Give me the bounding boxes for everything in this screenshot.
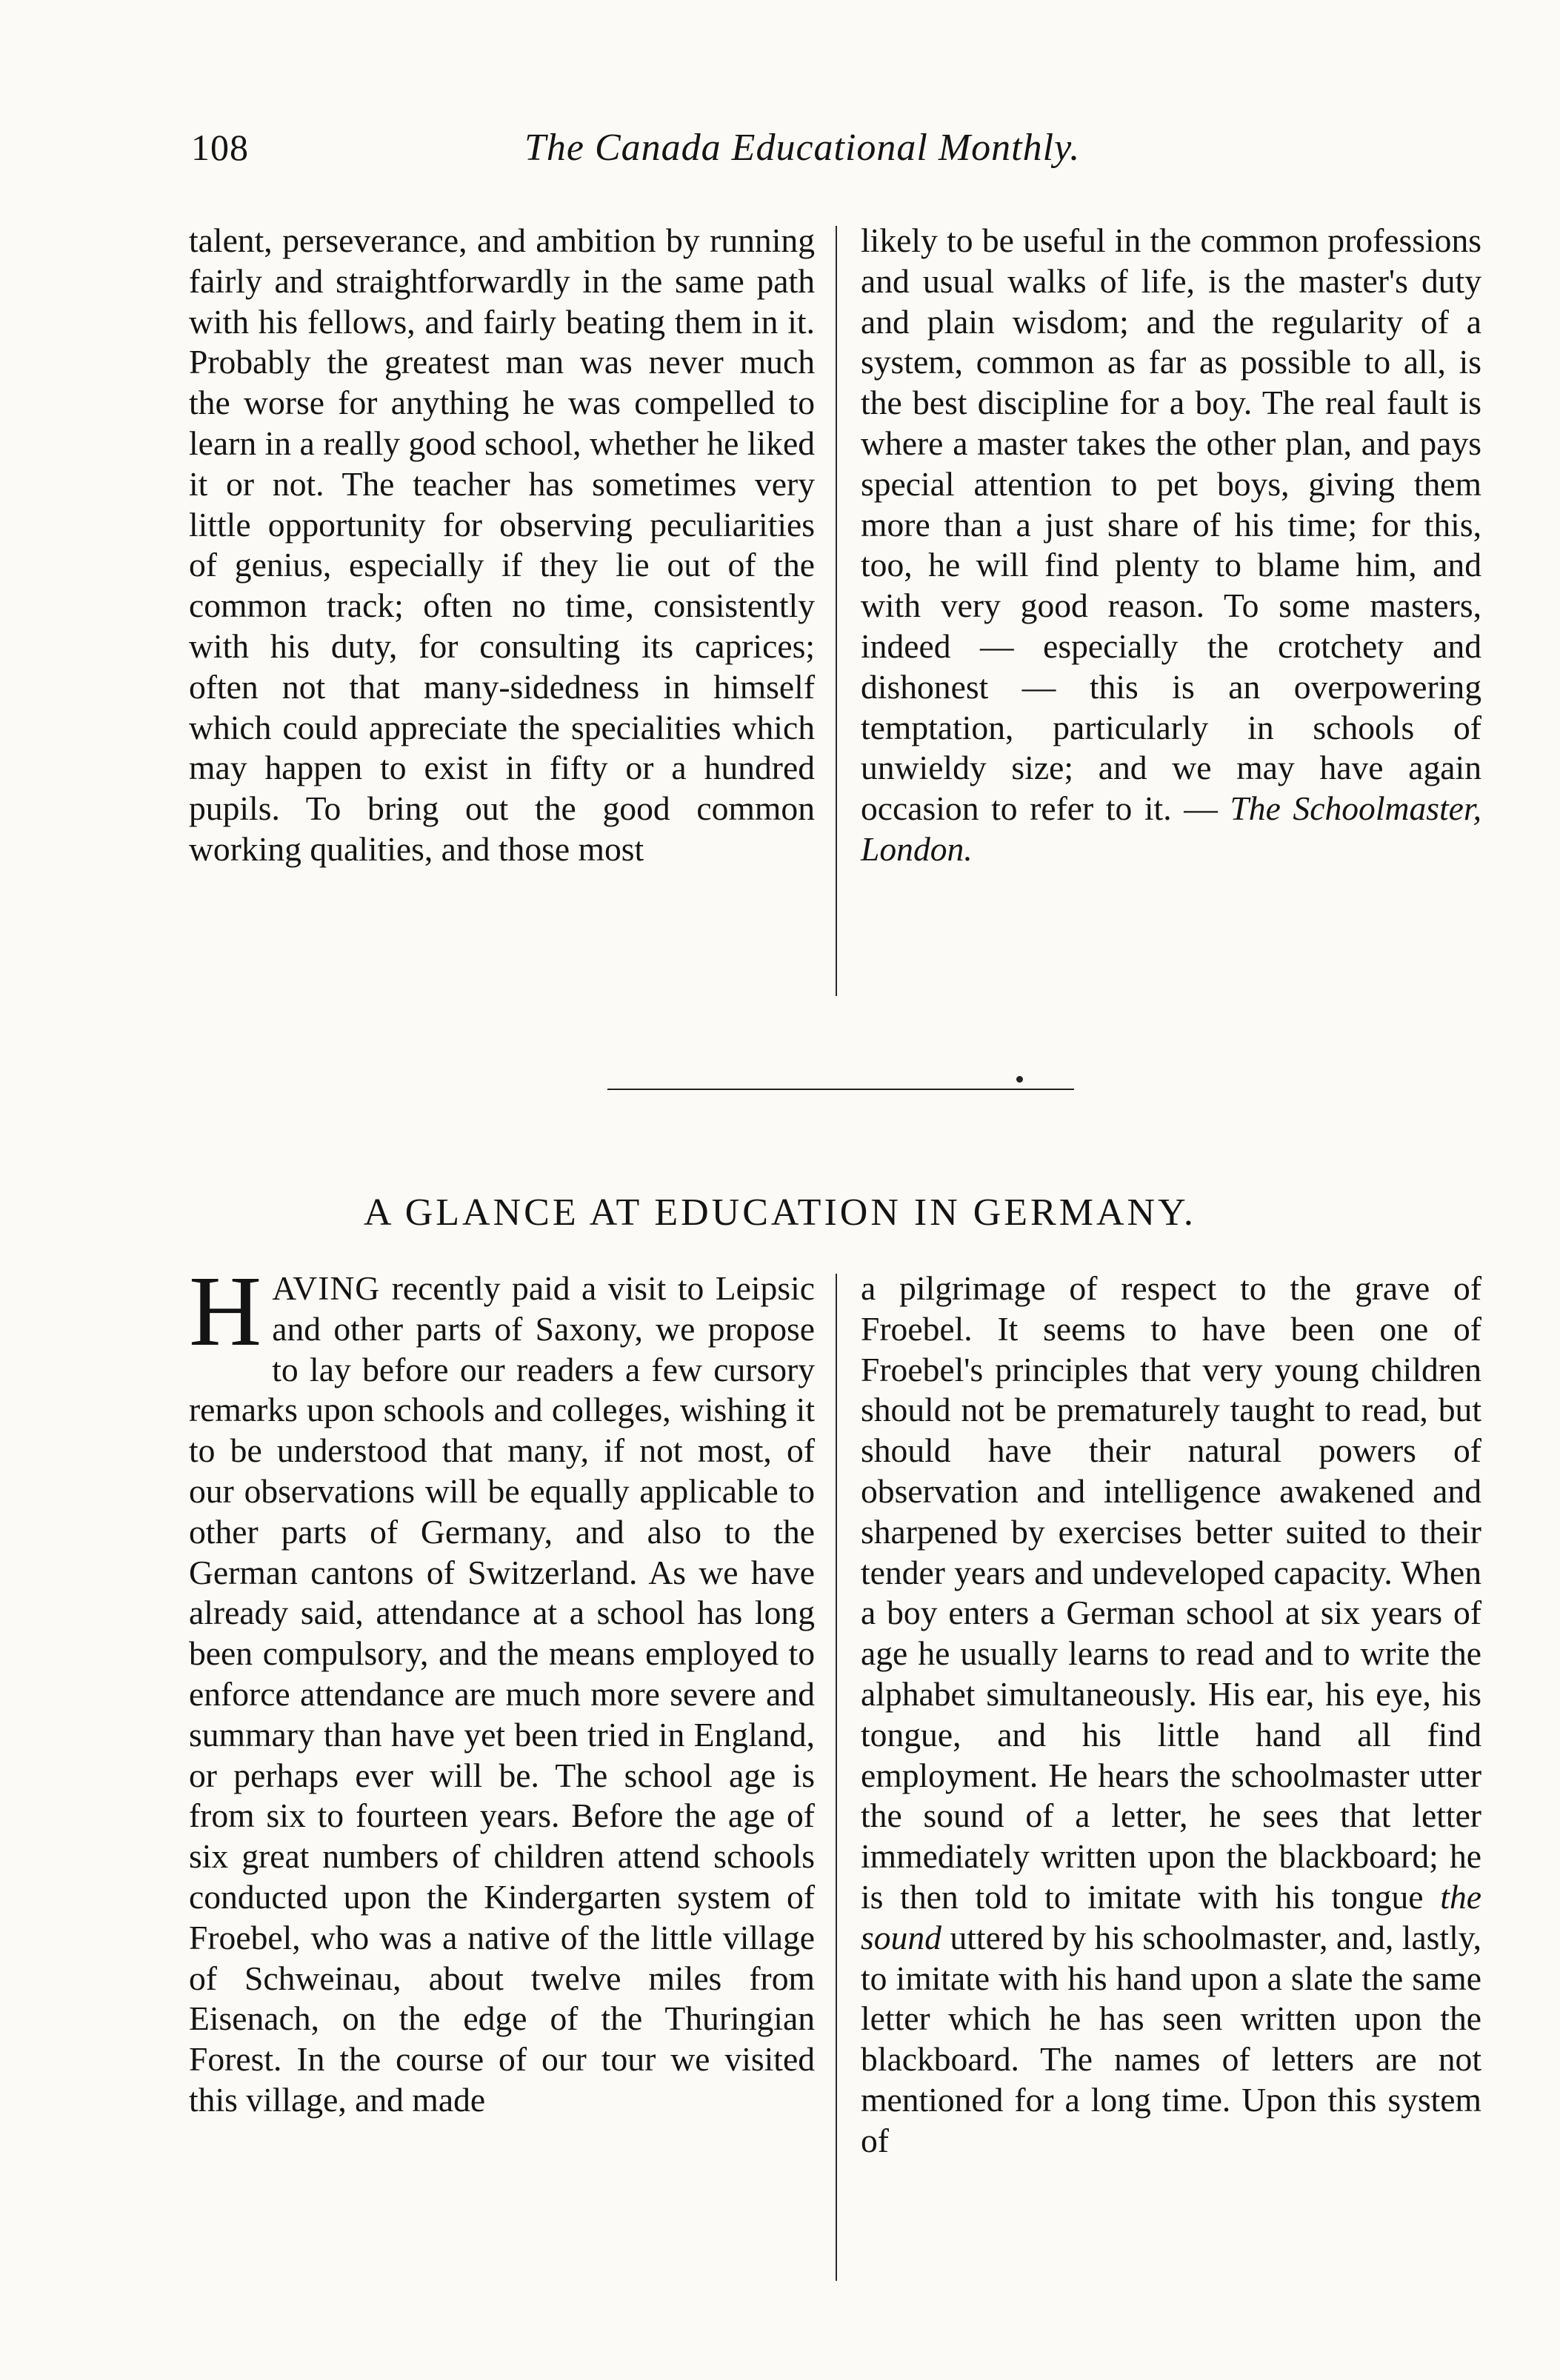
top-right-text: likely to be useful in the common professions and usual walks of life, is the master's duty and plain wisdom; and the regularity of a system, common as far as possible to all, is the best discipline for a boy. The real fault is where a master takes the other plan, and pays special attention to pet boys, giving them more than a just share of his time; for this, too, he will find plenty to blame him, and with very good reason. To some masters, indeed — especially the crotchety and dishonest — this is an overpowering temptation, particularly in schools of unwieldy size; and we may have again occasion to refer to it. — <box>861 221 1481 828</box>
journal-title: The Canada Educational Monthly. <box>524 127 1081 169</box>
article-right-column <box>861 1268 1481 2162</box>
article-right-text-2: uttered by his schoolmaster, and, lastly, to imitate with his hand upon a slate the same letter which he has seen written upon the blackboard. The names of letters are not mentioned for a long time. Upon this system of <box>861 1918 1481 2159</box>
section-separator-rule <box>607 1089 1074 1090</box>
column-rule-top <box>836 226 837 996</box>
emphasis-the-sound: the sound <box>861 1877 1481 1956</box>
article-title: A GLANCE AT EDUCATION IN GERMANY. <box>364 1191 1196 1234</box>
running-head <box>191 126 1517 178</box>
separator-dot <box>1016 1076 1023 1083</box>
article-opening-paragraph <box>189 1256 815 2121</box>
source-citation: The Schoolmaster, London. <box>861 789 1481 868</box>
opening-word: AVING <box>272 1269 381 1307</box>
top-right-paragraph <box>861 221 1481 870</box>
article-left-column <box>189 1256 815 2121</box>
article-left-text: recently paid a visit to Leipsic and other parts of Saxony, we propose to lay before our readers a few cursory remarks upon schools and colleges, wishing it to be understood that many, if not most, of our observations will be equally applicable to other parts of Germany, and also to the German cantons of Switzerland. As we have already said, attendance at a school has long been compulsory, and the means employed to enforce attendance are much more severe and summary than have yet been tried in England, or perhaps ever will be. The school age is from six to fourteen years. Before the age of six great numbers of children attend schools conducted upon the Kindergarten system of Froebel, who was a native of the little village of Schweinau, about twelve miles from Eisenach, on the edge of the Thuringian Forest. In the course of our tour we visited this village, and made <box>189 1269 815 2119</box>
article-right-text-1: a pilgrimage of respect to the grave of Froebel. It seems to have been one of Froebel's principles that very young children should not be prematurely taught to read, but should have their natural powers of observation and intelligence awakened and sharpened by exercises better suited to their tender years and undeveloped capacity. When a boy enters a German school at six years of age he usually learns to read and to write the alphabet simultaneously. His ear, his eye, his tongue, and his little hand all find employment. He hears the schoolmaster utter the sound of a letter, he sees that letter immediately written upon the blackboard; he is then told to imitate with his tongue <box>861 1269 1481 1916</box>
top-left-paragraph: talent, perseverance, and ambition by running fairly and straightforwardly in the same path with his fellows, and fairly beating them in it. Probably the greatest man was never much the worse for anything he was compelled to learn in a really good school, whether he liked it or not. The teacher has sometimes very little opportunity for observing peculiarities of genius, especially if they lie out of the common track; often no time, consistently with his duty, for consulting its caprices; often not that many-sidedness in himself which could appreciate the specialities which may happen to exist in fifty or a hundred pupils. To bring out the good common working qualities, and those most <box>189 221 815 868</box>
top-right-column <box>861 221 1481 870</box>
top-left-column <box>189 221 815 870</box>
column-rule-bottom <box>836 1274 837 2281</box>
page-number: 108 <box>191 127 249 168</box>
drop-cap: H <box>189 1256 262 1367</box>
article-right-paragraph <box>861 1268 1481 2162</box>
